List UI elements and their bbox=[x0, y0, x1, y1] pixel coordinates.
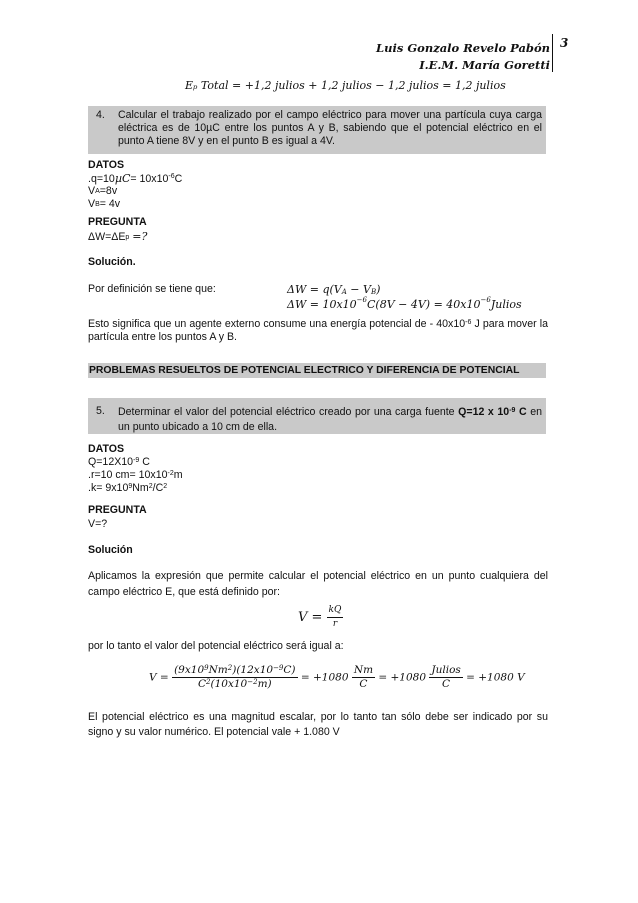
problem4-number: 4. bbox=[96, 109, 105, 121]
p5-pregunta-title: PREGUNTA bbox=[88, 504, 147, 516]
p4-pregunta: ΔW=ΔEp =? bbox=[88, 230, 148, 243]
problem4-statement: Calcular el trabajo realizado por el campo eléctrico para mover una partícula cuya carga eléctrica es de 10µC entre los puntos A y B, sabiendo que el potencial eléctrico en el punto A tiene 8V y en el punto B es igual a 4V. bbox=[118, 109, 542, 147]
page-number: 3 bbox=[560, 36, 569, 50]
p5-result-intro: por lo tanto el valor del potencial eléctrico será igual a: bbox=[88, 640, 344, 652]
top-equation: Eₚ Total = +1,2 julios + 1,2 julios − 1,2 julios = 1,2 julios bbox=[185, 79, 506, 92]
p4-definition-text: Por definición se tiene que: bbox=[88, 283, 216, 295]
p4-solucion-title: Solución. bbox=[88, 256, 136, 268]
p4-eq1: ΔW = q(VA − VB) bbox=[287, 283, 381, 296]
p5-datos-title: DATOS bbox=[88, 443, 125, 455]
header-author: Luis Gonzalo Revelo Pabón bbox=[376, 41, 550, 55]
p4-pregunta-title: PREGUNTA bbox=[88, 216, 147, 228]
p5-pregunta: V=? bbox=[88, 518, 108, 530]
p5-dato-k: $.k= 9x10^9Nm^2/C^2$ bbox=[88, 482, 168, 494]
problem5-number: 5. bbox=[96, 405, 105, 417]
header-divider bbox=[552, 34, 553, 72]
p4-eq2: $\Delta W = 10x10^{-6}C(8V - 4V)$ = $40x10^{-6}Julios$ bbox=[287, 296, 522, 311]
p5-formula: V = $\frac{kQ}{r}$ bbox=[298, 605, 342, 629]
p5-final: El potencial eléctrico es una magnitud escalar, por lo tanto tan sólo debe ser indicado por su signo y su valor numérico. El potencial vale + 1.080 V bbox=[88, 711, 548, 738]
p4-datos-title: DATOS bbox=[88, 159, 125, 171]
p5-solucion-title: Solución bbox=[88, 544, 133, 556]
p5-dato-r: .r=10 $cm= 10x10^{-2}m$ bbox=[88, 469, 183, 481]
section-title: PROBLEMAS RESUELTOS DE POTENCIAL ELECTRICO Y DIFERENCIA DE POTENCIAL bbox=[89, 365, 520, 376]
header-school: I.E.M. María Goretti bbox=[419, 58, 550, 72]
problem5-statement: Determinar el valor del potencial eléctrico creado por una carga fuente Q=12 x $10^{-9}$ C en un punto ubicado a 10 cm de ella. bbox=[118, 406, 543, 433]
p4-dato-va: VA=8v bbox=[88, 185, 118, 197]
p4-conclusion: Esto significa que un agente externo consume una energía potencial de - $40x10^{-6}$ J para mover la partícula entre los puntos A y B. bbox=[88, 318, 548, 343]
p5-intro: Aplicamos la expresión que permite calcular el potencial eléctrico en un punto cualquiera del campo eléctrico E, que está definido por: bbox=[88, 570, 548, 598]
p4-dato-vb: VB= 4v bbox=[88, 198, 121, 210]
p4-dato-q: $.q=10\mu C= 10x10^{-6}C$ bbox=[88, 172, 183, 185]
p5-dato-q: $Q=12X10^{-9}$ C bbox=[88, 456, 150, 468]
p5-calculation: V = $\frac{(9x10^9Nm^2)(12x10^{-9}C)}{C^2(10x10^{-2}m)}$ = +1080 $\frac{Nm}{C}$ = +1080 $\frac{\text{Julios}}{C}$ = +1080 V bbox=[149, 664, 525, 690]
